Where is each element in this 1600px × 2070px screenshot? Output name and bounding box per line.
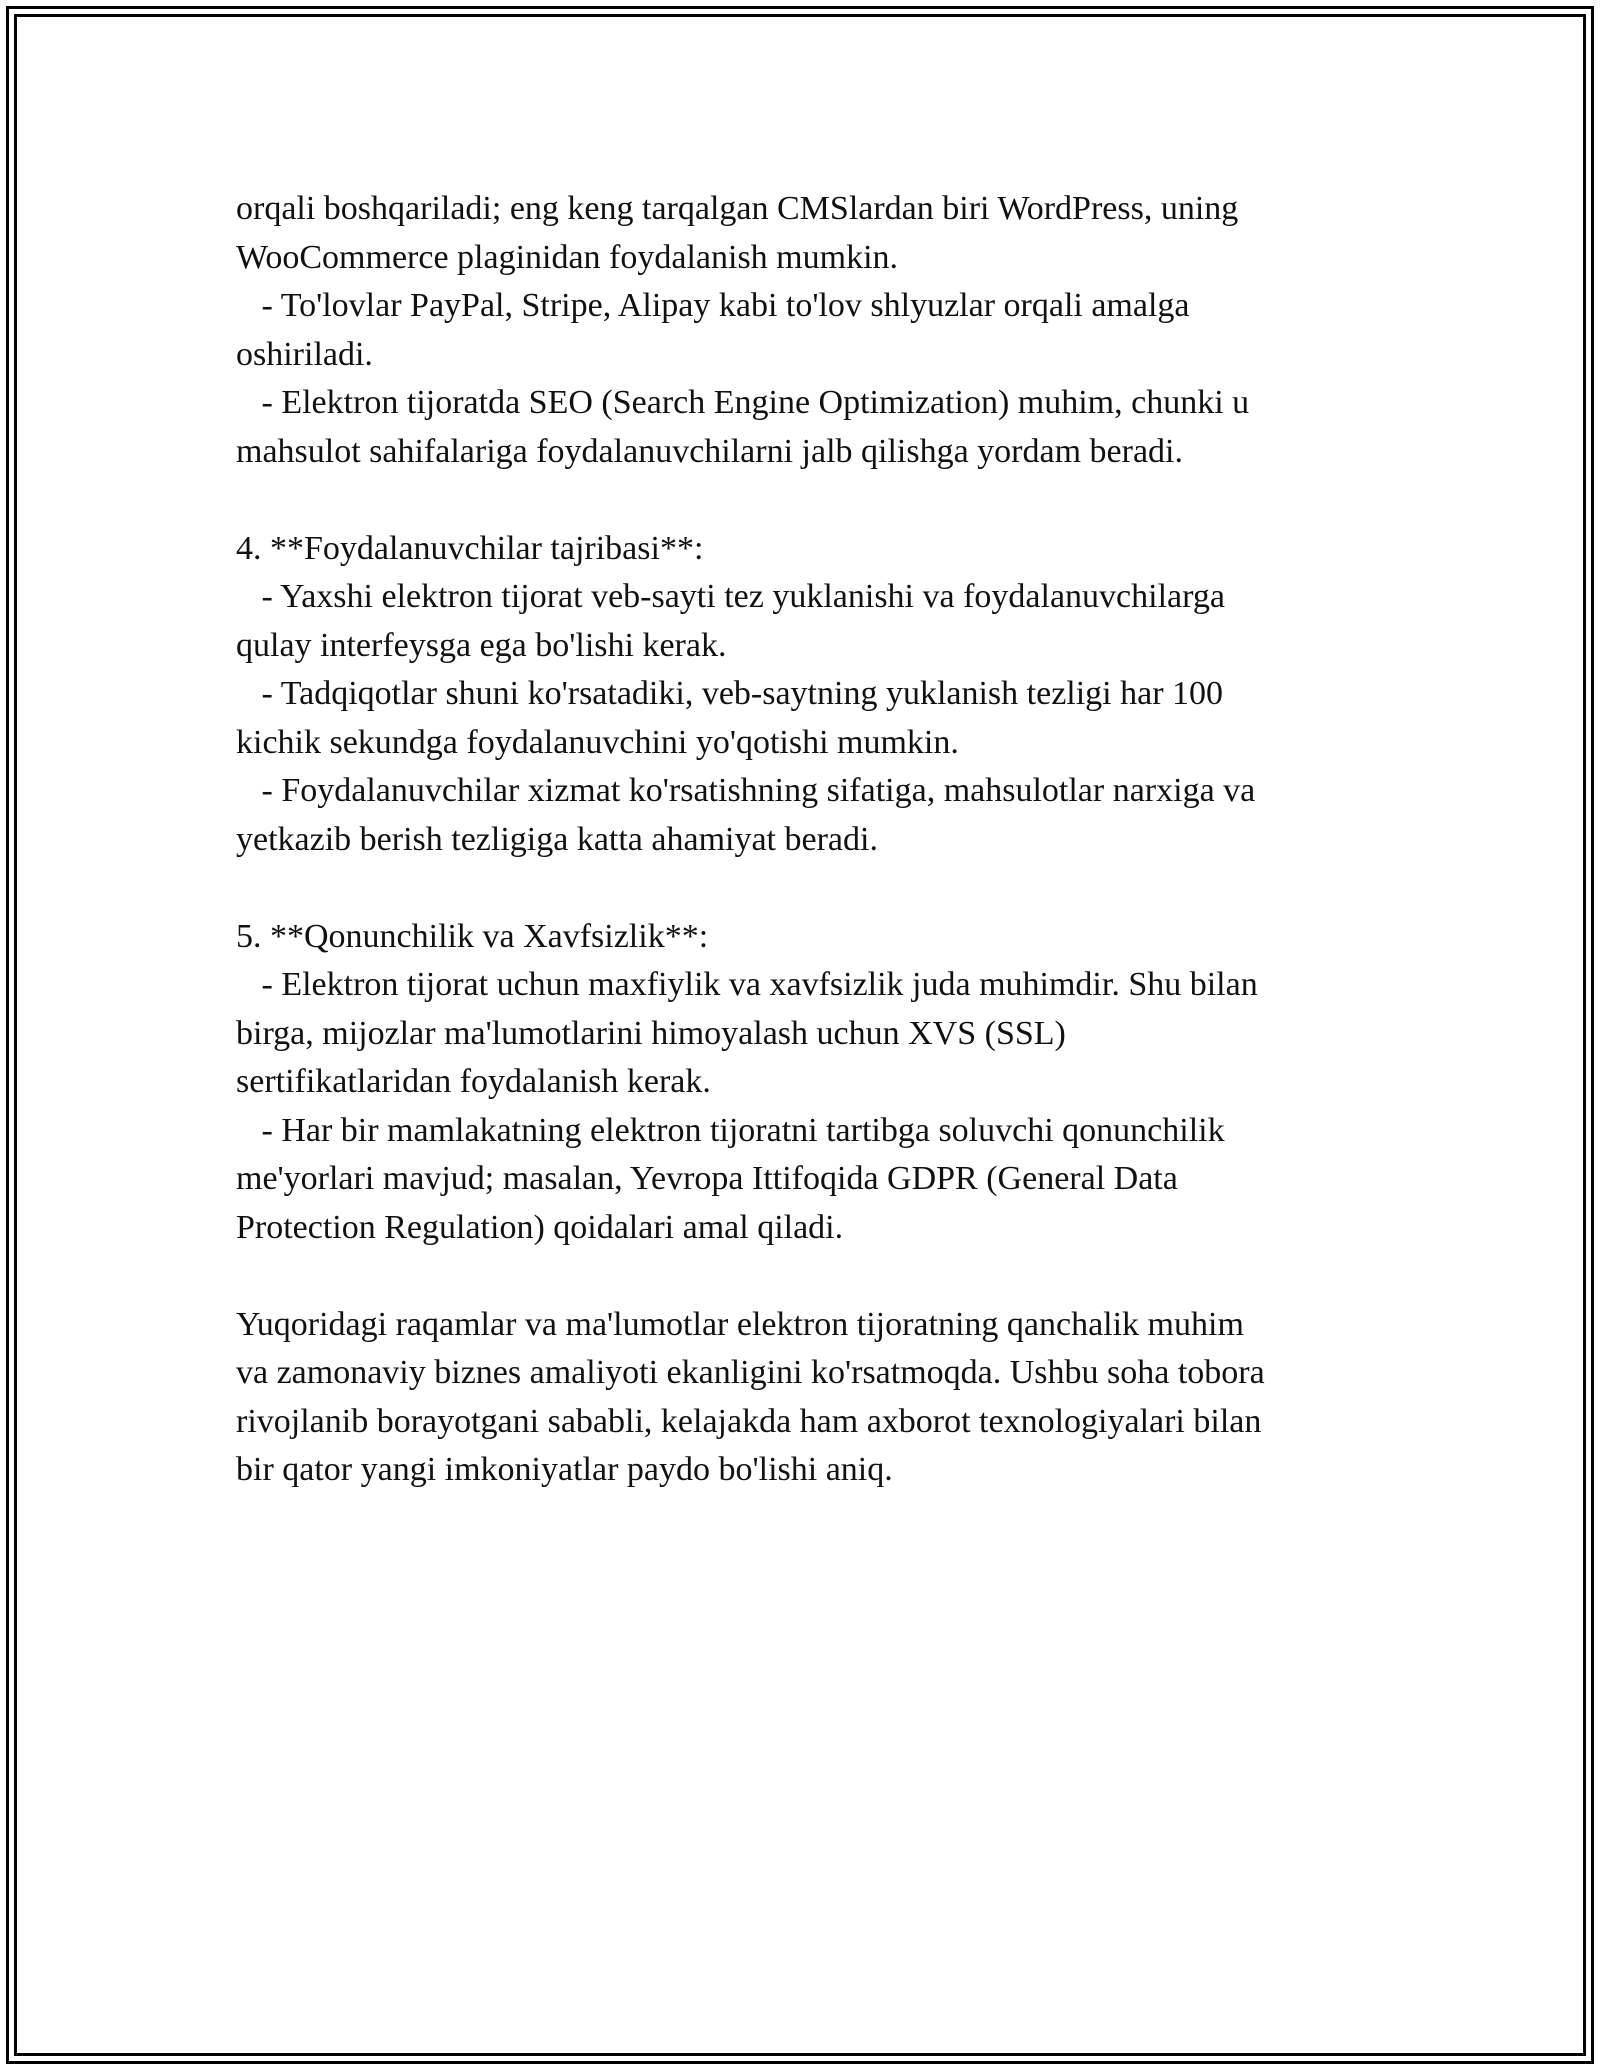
section-heading: 4. **Foydalanuvchilar tajribasi**: [236, 529, 704, 567]
text-line: orqali boshqariladi; eng keng tarqalgan CMSlardan biri WordPress, uning [236, 190, 1239, 227]
paragraph-gap [236, 1252, 1376, 1301]
text-line: kichik sekundga foydalanuvchini yo'qotishi mumkin. [236, 723, 959, 761]
text-line: Protection Regulation) qoidalari amal qiladi. [236, 1208, 844, 1246]
text-line: sertifikatlaridan foydalanish kerak. [236, 1063, 711, 1100]
text-line: yetkazib berish tezligiga katta ahamiyat beradi. [236, 820, 878, 858]
text-line: va zamonaviy biznes amaliyoti ekanligini ko'rsatmoqda. Ushbu soha tobora [236, 1354, 1265, 1391]
text-line: - Yaxshi elektron tijorat veb-sayti tez yuklanishi va foydalanuvchilarga [236, 578, 1225, 615]
paragraph-gap [236, 864, 1376, 913]
text-line: Yuqoridagi raqamlar va ma'lumotlar elektron tijoratning qanchalik muhim [236, 1305, 1244, 1343]
text-line: - Har bir mamlakatning elektron tijoratni tartibga soluvchi qonunchilik [236, 1111, 1225, 1149]
text-line: WooCommerce plaginidan foydalanish mumkin. [236, 238, 899, 276]
text-line: rivojlanib borayotgani sababli, kelajakda ham axborot texnologiyalari bilan [236, 1402, 1262, 1440]
text-line: oshiriladi. [236, 335, 373, 373]
text-line: bir qator yangi imkoniyatlar paydo bo'lishi aniq. [236, 1451, 893, 1488]
document-body [236, 185, 1376, 1495]
text-line: - Elektron tijorat uchun maxfiylik va xavfsizlik juda muhimdir. Shu bilan [236, 966, 1258, 1003]
text-line: - Foydalanuvchilar xizmat ko'rsatishning sifatiga, mahsulotlar narxiga va [236, 772, 1256, 809]
paragraph-conclusion [236, 1301, 1376, 1495]
paragraph-law-security [236, 913, 1376, 1253]
text-line: qulay interfeysga ega bo'lishi kerak. [236, 626, 727, 664]
text-line: me'yorlari mavjud; masalan, Yevropa Ittifoqida GDPR (General Data [236, 1160, 1178, 1197]
paragraph-user-experience [236, 525, 1376, 865]
paragraph-platforms [236, 185, 1376, 476]
paragraph-gap [236, 476, 1376, 525]
section-heading: 5. **Qonunchilik va Xavfsizlik**: [236, 917, 709, 955]
text-line: - Elektron tijoratda SEO (Search Engine Optimization) muhim, chunki u [236, 384, 1250, 421]
text-line: birga, mijozlar ma'lumotlarini himoyalash uchun XVS (SSL) [236, 1014, 1066, 1052]
text-line: mahsulot sahifalariga foydalanuvchilarni jalb qilishga yordam beradi. [236, 432, 1183, 470]
text-line: - To'lovlar PayPal, Stripe, Alipay kabi to'lov shlyuzlar orqali amalga [236, 287, 1190, 324]
text-line: - Tadqiqotlar shuni ko'rsatadiki, veb-saytning yuklanish tezligi har 100 [236, 675, 1224, 712]
